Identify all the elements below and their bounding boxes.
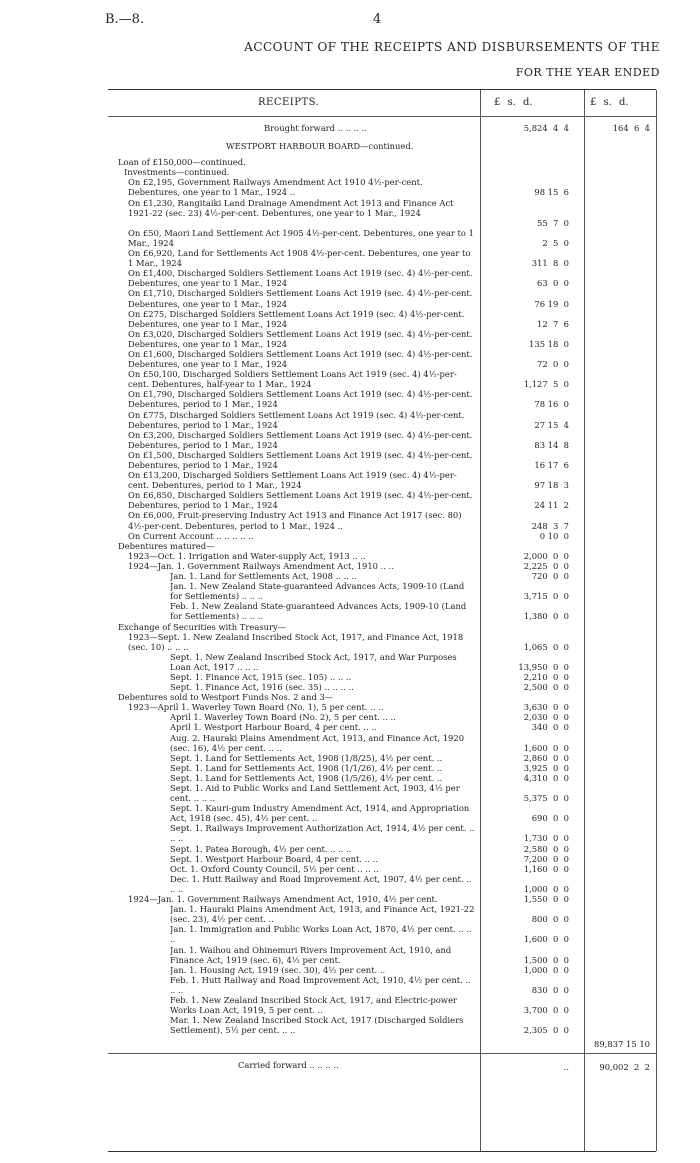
row-amount: 2,860 0 0 [523, 752, 569, 763]
receipts-table [108, 89, 656, 1152]
table-row [108, 248, 656, 268]
table-row [108, 995, 656, 1015]
row-amount: 12 7 6 [537, 318, 569, 329]
table-row [108, 430, 656, 450]
row-description: On £1,400, Discharged Soldiers Settlement Loans Act 1919 (sec. 4) 4½-per-cent. Debentures, one year to 1 Mar., 1924 [128, 268, 473, 289]
table-row [108, 369, 656, 389]
row-description: On £50, Maori Land Settlement Act 1905 4½-per-cent. Debentures, one year to 1 Mar., 1924 [128, 227, 474, 248]
table-row [108, 531, 656, 541]
row-description: Oct. 1. Oxford County Council, 5½ per cent .. .. .. [170, 863, 379, 874]
subtotal-amount: 89,837 15 10 [594, 1039, 650, 1050]
row-description: Sept. 1. Kauri-gum Industry Amendment Act, 1914, and Appropriation Act, 1918 (sec. 45), 4½ per cent. .. [170, 803, 470, 824]
table-row [108, 571, 656, 581]
row-description: Sept. 1. Land for Settlements Act, 1908 (1/5/26), 4½ per cent. .. [170, 772, 443, 783]
row-description: On £1,600, Discharged Soldiers Settlement Loans Act 1919 (sec. 4) 4½-per-cent. Debentures, one year to 1 Mar., 1924 [128, 348, 473, 370]
row-description: 1924—Jan. 1. Government Railways Amendment Act, 1910, 4½ per cent. [128, 894, 438, 905]
amount-column-header: £ s. d. [494, 97, 533, 108]
row-amount: 24 11 2 [534, 500, 569, 511]
row-description: On £6,000, Fruit-preserving Industry Act 1913 and Finance Act 1917 (sec. 80) 4½-per-cent. Debentures, period to 1 Mar., 1924 .. [128, 510, 462, 531]
row-amount: 2,225 0 0 [523, 560, 569, 571]
table-row [108, 874, 656, 894]
row-description: WESTPORT HARBOUR BOARD—continued. [226, 141, 414, 152]
table-row [108, 864, 656, 874]
table-row [108, 854, 656, 864]
row-description: Investments—continued. [124, 167, 230, 178]
row-amount: 13,950 0 0 [518, 661, 569, 672]
row-amount: 0 10 0 [539, 530, 569, 541]
row-amount: 1,065 0 0 [523, 641, 569, 652]
row-amount: 135 18 0 [529, 338, 569, 349]
row-amount: 3,715 0 0 [523, 591, 569, 602]
table-row [108, 1015, 656, 1035]
table-row [108, 682, 656, 692]
row-amount: 311 8 0 [531, 258, 569, 269]
row-description: Jan. 1. Hauraki Plains Amendment Act, 1913, and Finance Act, 1921-22 (sec. 23), 4½ per cent. .. [170, 904, 475, 925]
row-amount: 2,500 0 0 [523, 682, 569, 693]
row-amount: 340 0 0 [531, 722, 569, 733]
row-amount: 1,600 0 0 [523, 934, 569, 945]
row-description: Sept. 1. Finance Act, 1915 (sec. 105) .. .. .. [170, 671, 352, 682]
table-row [108, 198, 656, 228]
row-amount: 2 5 0 [542, 237, 569, 248]
row-total: 164 6 4 [612, 123, 650, 133]
row-amount: 2,580 0 0 [523, 843, 569, 854]
row-amount: 5,824 4 4 [523, 123, 569, 133]
receipts-header: RECEIPTS. [258, 97, 320, 108]
carried-forward-rule [108, 1053, 656, 1054]
table-row [108, 924, 656, 944]
row-description: On £50,100, Discharged Soldiers Settlement Loans Act 1919 (sec. 4) 4½-per-cent. Debentures, half-year to 1 Mar., 1924 [128, 369, 457, 390]
row-description: 1923—Sept. 1. New Zealand Inscribed Stock Act, 1917, and Finance Act, 1918 (sec. 10) .. .. .. [128, 631, 464, 652]
row-description: Exchange of Securities with Treasury— [118, 621, 287, 632]
table-row [108, 652, 656, 672]
row-amount: 16 17 6 [534, 460, 569, 471]
row-description: On £6,920, Land for Settlements Act 1908 4½-per-cent. Debentures, one year to 1 Mar., 1924 [128, 248, 471, 269]
row-amount: 3,925 0 0 [523, 762, 569, 773]
table-row [108, 541, 656, 551]
table-row [108, 157, 656, 167]
row-amount: 78 16 0 [534, 399, 569, 410]
row-description: 1923—Oct. 1. Irrigation and Water-supply Act, 1913 .. .. [128, 550, 366, 561]
row-description: Sept. 1. Finance Act, 1916 (sec. 35) .. .. .. .. [170, 682, 354, 693]
row-amount: 72 0 0 [537, 359, 569, 370]
row-description: On £275, Discharged Soldiers Settlement Loans Act 1919 (sec. 4) 4½-per-cent. Debentures, one year to 1 Mar., 1924 [128, 308, 465, 329]
column-divider [656, 90, 657, 1151]
row-amount: 3,700 0 0 [523, 1005, 569, 1016]
carried-forward-amount: .. [563, 1062, 569, 1073]
row-description: On £2,195, Government Railways Amendment Act 1910 4½-per-cent. Debentures, one year to 1 Mar., 1924 .. [128, 177, 423, 198]
carried-forward-total: 90,002 2 2 [599, 1062, 650, 1073]
table-row [108, 622, 656, 632]
row-amount: 27 15 4 [534, 419, 569, 430]
table-row [108, 965, 656, 975]
row-description: Jan. 1. Waihou and Ohinemuri Rivers Improvement Act, 1910, and Finance Act, 1919 (sec. 6), 4½ per cent. [170, 944, 452, 965]
row-description: On £775, Discharged Soldiers Settlement Loans Act 1919 (sec. 4) 4½-per-cent. Debentures, period to 1 Mar., 1924 [128, 409, 465, 430]
row-amount: 2,030 0 0 [523, 712, 569, 723]
table-row [108, 904, 656, 924]
table-row [108, 123, 656, 133]
row-description: Jan. 1. Housing Act, 1919 (sec. 30), 4½ per cent. .. [170, 964, 386, 975]
row-description: On Current Account .. .. .. .. .. [128, 530, 254, 541]
row-description: Debentures sold to Westport Funds Nos. 2 and 3— [118, 692, 334, 703]
row-amount: 1,380 0 0 [523, 611, 569, 622]
page-number: 4 [373, 12, 382, 27]
header-rule [108, 116, 656, 117]
table-row [108, 945, 656, 965]
table-row [108, 702, 656, 712]
table-row [108, 803, 656, 823]
table-row [108, 601, 656, 621]
carried-forward-label: Carried forward .. .. .. .. [238, 1060, 339, 1071]
row-amount: 4,310 0 0 [523, 772, 569, 783]
row-amount: 690 0 0 [531, 813, 569, 824]
table-row [108, 712, 656, 722]
row-description: April 1. Westport Harbour Board, 4 per cent. .. .. [170, 722, 377, 733]
row-description: 1924—Jan. 1. Government Railways Amendment Act, 1910 .. .. [128, 560, 394, 571]
row-amount: 5,375 0 0 [523, 793, 569, 804]
table-row [108, 632, 656, 652]
table-row [108, 329, 656, 349]
row-description: Sept. 1. New Zealand Inscribed Stock Act, 1917, and War Purposes Loan Act, 1917 .. .. .. [170, 651, 457, 672]
row-amount: 1,127 5 0 [523, 379, 569, 390]
row-description: On £1,500, Discharged Soldiers Settlement Loans Act 1919 (sec. 4) 4½-per-cent. Debentures, period to 1 Mar., 1924 [128, 449, 473, 471]
table-row [108, 177, 656, 197]
table-row [108, 490, 656, 510]
table-row [108, 470, 656, 490]
page-title: ACCOUNT OF THE RECEIPTS AND DISBURSEMENTS OF THE [244, 40, 660, 54]
table-row [108, 309, 656, 329]
table-row [108, 894, 656, 904]
row-description: April 1. Waverley Town Board (No. 2), 5 per cent. .. .. [170, 712, 396, 723]
row-description: Jan. 1. Land for Settlements Act, 1908 .. .. .. [170, 571, 357, 582]
row-amount: 2,305 0 0 [523, 1025, 569, 1036]
row-description: On £1,790, Discharged Soldiers Settlement Loans Act 1919 (sec. 4) 4½-per-cent. Debentures, period to 1 Mar., 1924 [128, 389, 473, 410]
row-amount: 63 0 0 [537, 278, 569, 289]
table-row [108, 167, 656, 177]
table-row [108, 975, 656, 995]
page-reference: B.—8. [105, 12, 145, 27]
row-amount: 1,000 0 0 [523, 883, 569, 894]
row-amount: 1,730 0 0 [523, 833, 569, 844]
table-row [108, 141, 656, 151]
row-description: On £1,710, Discharged Soldiers Settlement Loans Act 1919 (sec. 4) 4½-per-cent. Debentures, one year to 1 Mar., 1924 [128, 288, 473, 309]
row-description: Sept. 1. Patea Borough, 4½ per cent. .. .. .. [170, 843, 352, 854]
page-subtitle: FOR THE YEAR ENDED [515, 66, 660, 79]
row-amount: 3,630 0 0 [523, 702, 569, 713]
table-body [108, 123, 656, 1072]
table-row [108, 389, 656, 409]
row-description: Aug. 2. Hauraki Plains Amendment Act, 1913, and Finance Act, 1920 (sec. 16), 4½ per cent. .. .. [170, 732, 465, 753]
row-amount: 2,210 0 0 [523, 671, 569, 682]
table-row [108, 783, 656, 803]
table-row [108, 551, 656, 561]
row-description: Sept. 1. Aid to Public Works and Land Settlement Act, 1903, 4½ per cent. .. .. .. [170, 783, 460, 804]
row-amount: 1,160 0 0 [523, 863, 569, 874]
row-amount: 76 19 0 [534, 298, 569, 309]
subtotal-row [108, 1035, 656, 1049]
row-description: Mar. 1. New Zealand Inscribed Stock Act, 1917 (Discharged Soldiers Settlement), 5½ per cent. .. .. [170, 1015, 464, 1036]
row-description: On £3,020, Discharged Soldiers Settlement Loans Act 1919 (sec. 4) 4½-per-cent. Debentures, one year to 1 Mar., 1924 [128, 328, 473, 349]
row-description: Feb. 1. New Zealand Inscribed Stock Act, 1917, and Electric-power Works Loan Act, 1919, 5 per cent. .. [170, 994, 457, 1016]
row-amount: 98 15 6 [534, 187, 569, 198]
row-description: Brought forward .. .. .. .. [264, 123, 367, 133]
table-row [108, 228, 656, 248]
row-description: Jan. 1. New Zealand State-guaranteed Advances Acts, 1909-10 (Land for Settlements) .. .. .. [170, 581, 465, 602]
row-amount: 1,000 0 0 [523, 964, 569, 975]
table-row [108, 823, 656, 843]
row-amount: 800 0 0 [531, 914, 569, 925]
row-amount: 720 0 0 [531, 571, 569, 582]
table-row [108, 561, 656, 571]
table-row [108, 844, 656, 854]
row-description: Loan of £150,000—continued. [118, 157, 246, 168]
row-description: On £1,230, Rangitaiki Land Drainage Amendment Act 1913 and Finance Act 1921-22 (sec. 23) 4½-per-cent. Debentures, one year to 1 Mar., 1924 [128, 197, 454, 218]
row-amount: 7,200 0 0 [523, 853, 569, 864]
carried-forward-row [108, 1060, 656, 1072]
row-description: 1923—April 1. Waverley Town Board (No. 1), 5 per cent. .. .. [128, 702, 384, 713]
total-column-header: £ s. d. [590, 97, 629, 108]
table-row [108, 773, 656, 783]
row-amount: 830 0 0 [531, 984, 569, 995]
table-row [108, 763, 656, 773]
row-description: On £6,850, Discharged Soldiers Settlement Loans Act 1919 (sec. 4) 4½-per-cent. Debentures, period to 1 Mar., 1924 [128, 490, 473, 511]
row-description: Sept. 1. Railways Improvement Authorization Act, 1914, 4½ per cent. .. .. .. [170, 823, 475, 844]
table-row [108, 722, 656, 732]
table-row [108, 510, 656, 530]
row-amount: 1,500 0 0 [523, 954, 569, 965]
row-amount: 83 14 8 [534, 439, 569, 450]
row-amount: 2,000 0 0 [523, 550, 569, 561]
table-row [108, 581, 656, 601]
row-description: Debentures matured— [118, 540, 215, 551]
row-description: Dec. 1. Hutt Railway and Road Improvement Act, 1907, 4½ per cent. .. .. .. [170, 873, 472, 894]
table-row [108, 753, 656, 763]
table-row [108, 410, 656, 430]
row-amount: 1,600 0 0 [523, 742, 569, 753]
table-row [108, 288, 656, 308]
row-description: Sept. 1. Land for Settlements Act, 1908 (1/8/25), 4½ per cent. .. [170, 752, 443, 763]
table-row [108, 672, 656, 682]
row-description: Feb. 1. Hutt Railway and Road Improvement Act, 1910, 4½ per cent. .. .. .. [170, 974, 471, 995]
row-amount: 1,550 0 0 [523, 894, 569, 905]
table-row [108, 733, 656, 753]
row-description: On £3,200, Discharged Soldiers Settlement Loans Act 1919 (sec. 4) 4½-per-cent. Debentures, period to 1 Mar., 1924 [128, 429, 473, 450]
row-description: Sept. 1. Westport Harbour Board, 4 per cent. .. .. [170, 853, 379, 864]
table-row [108, 692, 656, 702]
row-description: Feb. 1. New Zealand State-guaranteed Advances Acts, 1909-10 (Land for Settlements) .. .. .. [170, 601, 467, 622]
row-amount: 248 3 7 [531, 520, 569, 531]
row-amount: 97 18 3 [534, 480, 569, 491]
row-description: Sept. 1. Land for Settlements Act, 1908 (1/1/26), 4½ per cent. .. [170, 762, 443, 773]
table-row [108, 268, 656, 288]
row-amount: 55 7 0 [537, 217, 569, 228]
row-description: Jan. 1. Immigration and Public Works Loan Act, 1870, 4½ per cent. .. .. .. [170, 924, 472, 945]
table-row [108, 349, 656, 369]
table-row [108, 450, 656, 470]
row-description: On £13,200, Discharged Soldiers Settlement Loans Act 1919 (sec. 4) 4½-per-cent. Debentures, period to 1 Mar., 1924 [128, 470, 457, 491]
